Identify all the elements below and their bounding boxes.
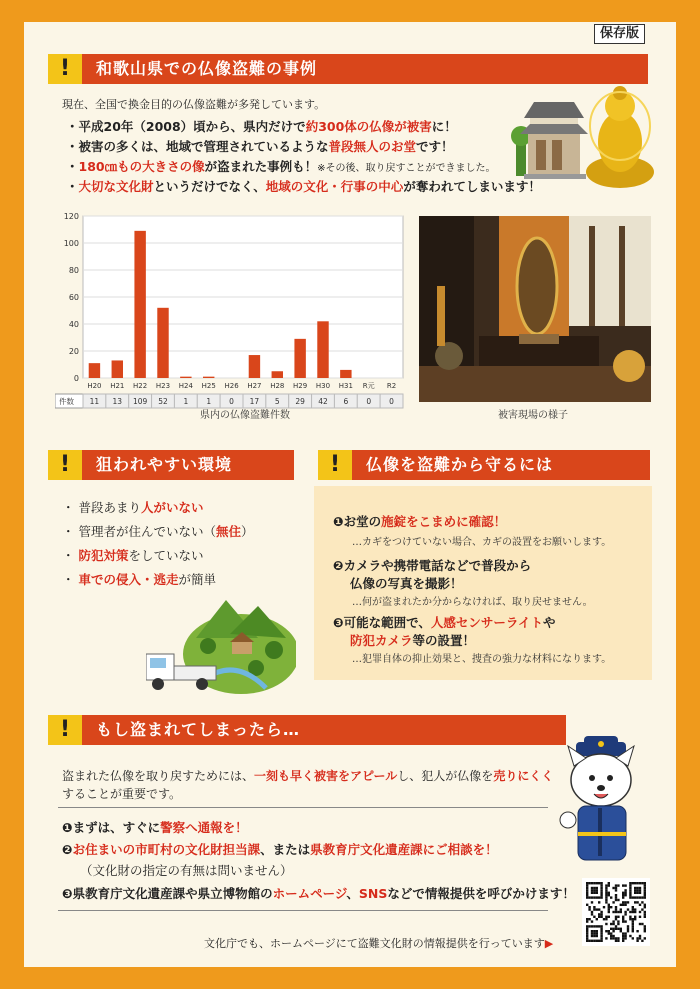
data-label: 0 <box>366 397 372 406</box>
data-label: 0 <box>229 397 234 406</box>
data-label: 1 <box>183 397 189 406</box>
bullet-2: ・被害の多くは、地域で管理されているような普段無人のお堂です！ <box>66 139 454 154</box>
y-tick-label: 100 <box>63 239 79 248</box>
y-tick-label: 80 <box>68 266 79 275</box>
bullet-1: ・平成20年（2008）頃から、県内だけで約300体の仏像が被害に！ <box>66 119 457 134</box>
warning-icon: ! <box>48 54 82 84</box>
photo-caption: 被害現場の様子 <box>498 410 568 421</box>
vulnerable-item: ・ 車での侵入・逃走が簡単 <box>62 572 217 587</box>
bullet-3: ・180㎝もの大きさの像が盗まれた事例も！※その後、取り戻すことができました。 <box>66 159 496 174</box>
theft-count-bar-chart <box>55 210 407 428</box>
warning-icon: ! <box>48 450 82 480</box>
y-tick-label: 0 <box>73 374 79 383</box>
section-title: もし盗まれてしまったら… <box>96 720 301 739</box>
vulnerable-item: ・ 管理者が住んでいない（無住） <box>62 524 254 539</box>
x-tick-label: R2 <box>386 382 397 390</box>
x-tick-label: H31 <box>338 382 353 390</box>
tip-2-highlight: 仏像の写真を撮影！ <box>350 576 463 591</box>
tip-1: ❶お堂の施錠をこまめに確認！ <box>333 514 507 529</box>
section-title: 和歌山県での仏像盗難の事例 <box>96 59 318 78</box>
temple-buddha-illustration <box>508 80 656 192</box>
stolen-intro-line2: することが重要です。 <box>62 787 182 801</box>
bar <box>272 371 283 378</box>
data-label: 17 <box>249 397 260 406</box>
section-header-vulnerable <box>48 450 294 480</box>
tip-1-note: …カギをつけていない場合、カギの設置をお願いします。 <box>352 537 612 548</box>
section-header-protect <box>318 450 650 480</box>
x-tick-label: H30 <box>315 382 331 390</box>
agency-footer: 文化庁でも、ホームページにて盗難文化財の情報提供を行っています▶ <box>204 937 554 950</box>
tip-2: ❷カメラや携帯電話などで普段から <box>333 558 532 573</box>
stolen-intro-line1: 盗まれた仏像を取り戻すためには、一刻も早く被害をアピールし、犯人が仏像を売りにくく <box>62 769 554 783</box>
count-row-label: 件数 <box>59 397 74 406</box>
vulnerable-item: ・ 普段あまり人がいない <box>62 500 204 515</box>
data-label: 11 <box>89 397 100 406</box>
divider <box>58 910 548 911</box>
step-1: ❶まずは、すぐに警察へ通報を！ <box>62 820 248 835</box>
warning-icon: ! <box>48 715 82 745</box>
x-tick-label: H26 <box>224 382 239 390</box>
data-label: 6 <box>343 397 349 406</box>
step-3: ❸県教育庁文化遺産課や県立博物館のホームページ、SNSなどで情報提供を呼びかけます！ <box>62 886 575 901</box>
bar <box>294 339 305 378</box>
section-title: 狙われやすい環境 <box>96 455 233 474</box>
bar <box>203 377 214 378</box>
x-tick-label: H22 <box>133 382 148 390</box>
section-header-if-stolen <box>48 715 566 745</box>
data-label: 13 <box>112 397 123 406</box>
bar <box>180 377 191 378</box>
x-tick-label: H29 <box>293 382 308 390</box>
bullet-4: ・大切な文化財というだけでなく、地域の文化・行事の中心が奪われてしまいます！ <box>66 179 541 194</box>
intro-text: 現在、全国で換金目的の仏像盗難が多発しています。 <box>62 98 326 111</box>
village-truck-illustration <box>146 598 296 698</box>
tip-3-cont: 防犯カメラ等の設置！ <box>350 633 476 648</box>
x-tick-label: R元 <box>362 382 375 390</box>
data-label: 0 <box>389 397 394 406</box>
bar <box>249 355 260 378</box>
x-tick-label: H23 <box>155 382 171 390</box>
bar <box>317 321 328 378</box>
data-label: 29 <box>295 397 305 406</box>
bar <box>134 231 145 378</box>
y-tick-label: 60 <box>68 293 79 302</box>
chart-caption: 県内の仏像盗難件数 <box>200 410 290 421</box>
data-label: 42 <box>318 397 328 406</box>
bar <box>89 363 100 378</box>
data-label: 1 <box>206 397 212 406</box>
section-title: 仏像を盗難から守るには <box>366 455 554 474</box>
qr-code[interactable] <box>582 878 650 946</box>
x-tick-label: H24 <box>178 382 193 390</box>
tip-3: ❸可能な範囲で、人感センサーライトや <box>333 615 556 630</box>
divider <box>58 807 548 808</box>
bar <box>112 360 123 378</box>
police-mascot-illustration <box>554 736 648 868</box>
keep-badge: 保存版 <box>594 24 645 44</box>
tip-3-note: …犯罪自体の抑止効果と、捜査の強力な材料になります。 <box>352 654 612 665</box>
warning-icon: ! <box>318 450 352 480</box>
step-2-note: （文化財の指定の有無は問いません） <box>80 863 293 878</box>
y-tick-label: 120 <box>63 212 79 221</box>
damage-site-photo <box>419 216 651 402</box>
tip-2-note: …何が盗まれたか分からなければ、取り戻せません。 <box>352 597 593 608</box>
y-tick-label: 40 <box>68 320 79 329</box>
x-tick-label: H20 <box>87 382 102 390</box>
bar <box>157 308 168 378</box>
data-label: 52 <box>158 397 168 406</box>
x-tick-label: H28 <box>270 382 285 390</box>
bar <box>340 370 351 378</box>
data-label: 109 <box>132 397 148 406</box>
data-label: 5 <box>274 397 280 406</box>
vulnerable-item: ・ 防犯対策をしていない <box>62 548 204 563</box>
x-tick-label: H25 <box>201 382 216 390</box>
x-tick-label: H27 <box>247 382 262 390</box>
x-tick-label: H21 <box>110 382 125 390</box>
y-tick-label: 20 <box>68 347 79 356</box>
step-2: ❷お住まいの市町村の文化財担当課、または県教育庁文化遺産課にご相談を！ <box>62 842 498 857</box>
